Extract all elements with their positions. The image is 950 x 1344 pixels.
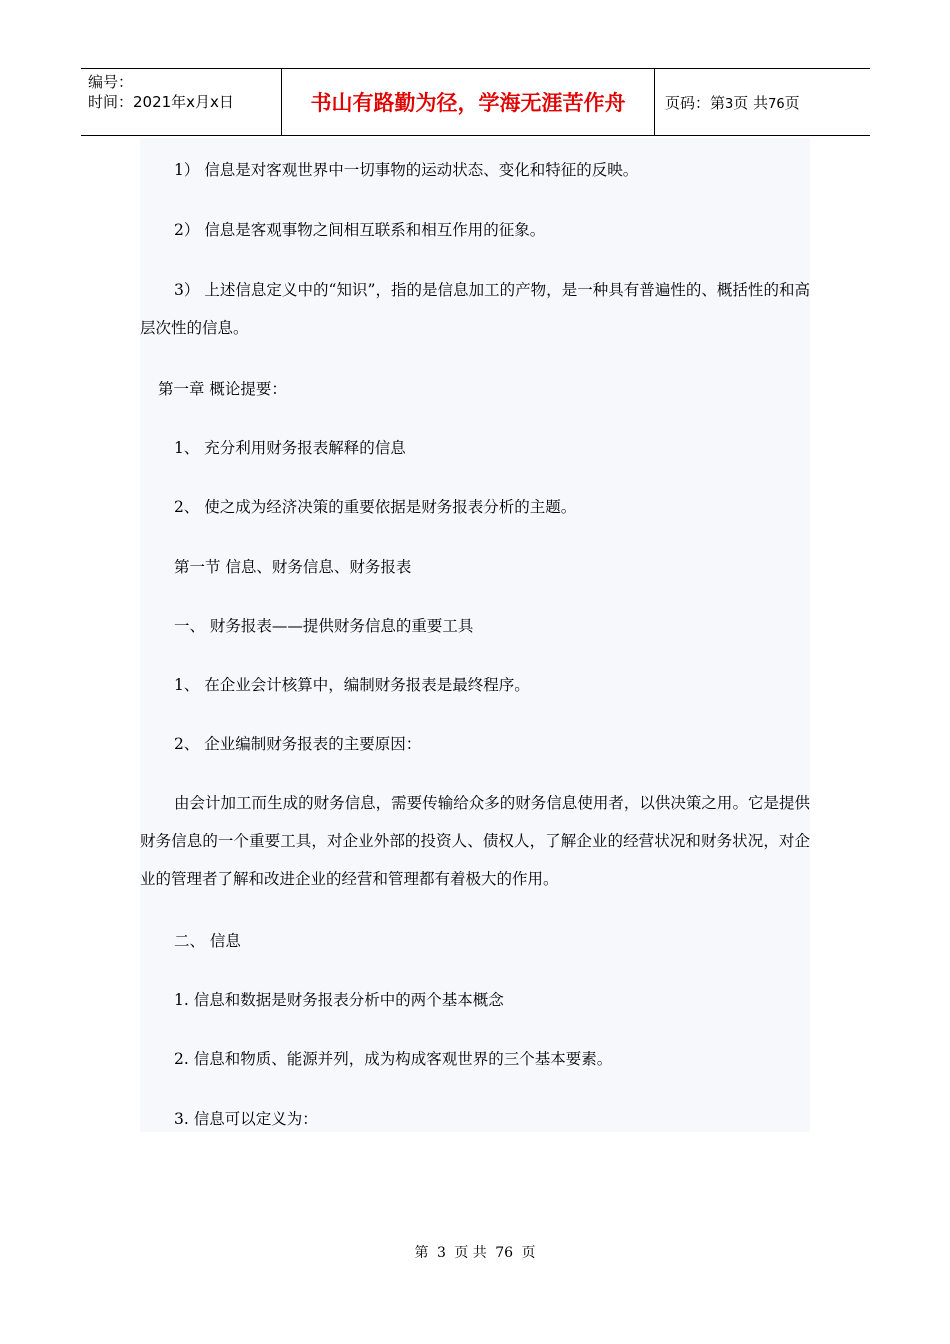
numbered-item-1: 1. 信息和数据是财务报表分析中的两个基本概念 — [174, 991, 504, 1009]
subsection-heading-2: 二、 信息 — [174, 932, 241, 950]
numbered-item-2: 2. 信息和物质、能源并列，成为构成客观世界的三个基本要素。 — [174, 1050, 613, 1068]
section-heading: 第一节 信息、财务信息、财务报表 — [174, 558, 412, 576]
header-page-prefix: 页码：第 — [665, 94, 726, 112]
list-item-1: 1、 在企业会计核算中，编制财务报表是最终程序。 — [174, 676, 530, 694]
header-page-mid: 页 共 — [733, 94, 769, 112]
header-motto: 书山有路勤为径，学海无涯苦作舟 — [282, 69, 655, 135]
header-meta-cell — [81, 69, 282, 135]
footer-mid: 页 共 — [454, 1245, 487, 1261]
body-paragraph: 由会计加工而生成的财务信息，需要传输给众多的财务信息使用者，以供决策之用。它是提供财务信息的一个重要工具，对企业外部的投资人、债权人，了解企业的经营状况和财务状况，对企业的管理者了解和改进企业的经营和管理都有着极大的作用。 — [140, 794, 810, 888]
header-page-total: 76 — [768, 97, 785, 112]
numbered-item-3: 3. 信息可以定义为： — [174, 1110, 318, 1128]
footer-total-pages: 76 — [495, 1245, 514, 1261]
page-footer — [0, 1243, 950, 1263]
footer-prefix: 第 — [414, 1245, 429, 1261]
document-body — [140, 138, 810, 1132]
subsection-heading-1: 一、 财务报表——提供财务信息的重要工具 — [174, 617, 474, 635]
footer-suffix: 页 — [521, 1245, 536, 1261]
summary-item-1: 1、 充分利用财务报表解释的信息 — [174, 439, 406, 457]
paragraph-definition-2: 2） 信息是客观事物之间相互联系和相互作用的征象。 — [174, 221, 546, 239]
document-number-label: 编号： — [88, 73, 134, 91]
header-page-current: 3 — [725, 97, 734, 112]
paragraph-definition-1: 1） 信息是对客观世界中一切事物的运动状态、变化和特征的反映。 — [174, 161, 639, 179]
summary-item-2: 2、 使之成为经济决策的重要依据是财务报表分析的主题。 — [174, 498, 577, 516]
chapter-heading: 第一章 概论提要： — [158, 380, 287, 398]
header-page-info — [655, 69, 870, 135]
document-date: 时间：2021年x月x日 — [88, 93, 234, 111]
list-item-2: 2、 企业编制财务报表的主要原因： — [174, 735, 422, 753]
document-header — [81, 68, 870, 136]
footer-current-page: 3 — [436, 1245, 446, 1261]
paragraph-definition-3: 3） 上述信息定义中的“知识”，指的是信息加工的产物，是一种具有普遍性的、概括性的和高层次性的信息。 — [140, 281, 810, 337]
header-page-suffix: 页 — [784, 94, 800, 112]
